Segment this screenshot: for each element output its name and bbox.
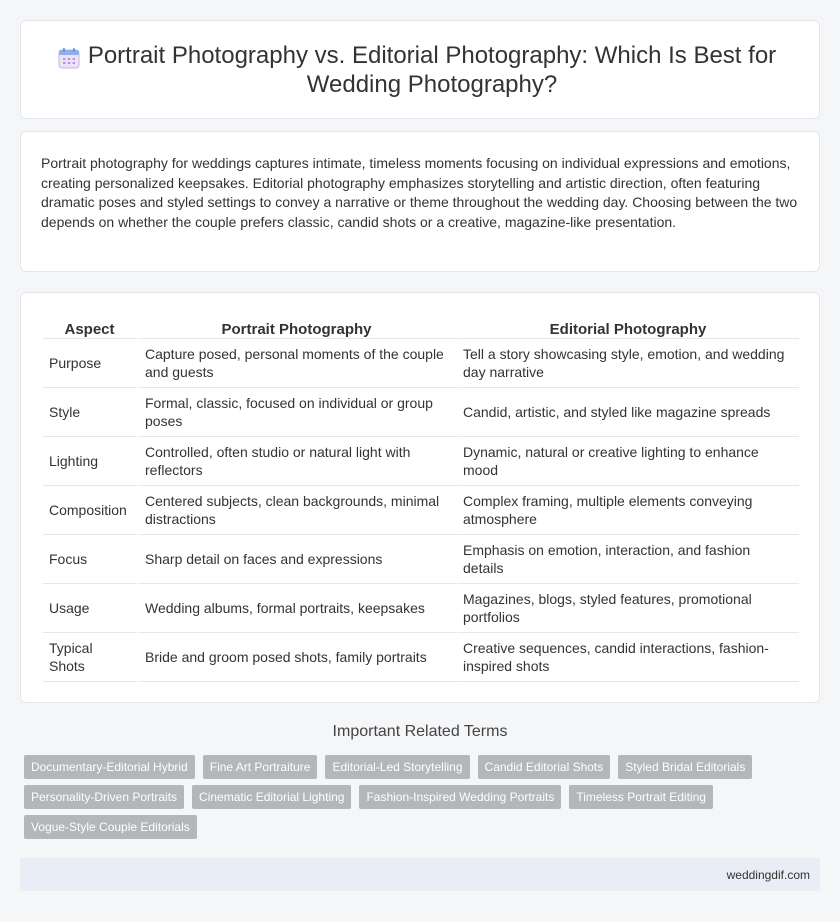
table-cell-portrait: Centered subjects, clean backgrounds, minimal distractions: [139, 486, 457, 535]
table-cell-editorial: Dynamic, natural or creative lighting to enhance mood: [457, 437, 799, 486]
table-cell-portrait: Bride and groom posed shots, family portraits: [139, 633, 457, 682]
comparison-table-card: [20, 292, 820, 703]
page-title: Portrait Photography vs. Editorial Photography: Which Is Best for Wedding Photography?: [87, 41, 777, 98]
related-term-tag[interactable]: Documentary-Editorial Hybrid: [24, 755, 195, 779]
table-cell-aspect: Lighting: [43, 437, 139, 486]
intro-card: [20, 131, 820, 272]
table-cell-editorial: Emphasis on emotion, interaction, and fashion details: [457, 535, 799, 584]
related-terms-title: Important Related Terms: [332, 723, 508, 740]
table-row: [43, 633, 799, 682]
table-row: [43, 388, 799, 437]
related-term-tag[interactable]: Fashion-Inspired Wedding Portraits: [359, 785, 561, 809]
table-header-row: [43, 317, 799, 339]
related-term-tag[interactable]: Candid Editorial Shots: [478, 755, 611, 779]
table-cell-editorial: Complex framing, multiple elements conveying atmosphere: [457, 486, 799, 535]
table-header-aspect: Aspect: [43, 317, 139, 339]
table-cell-portrait: Controlled, often studio or natural light with reflectors: [139, 437, 457, 486]
related-term-tag[interactable]: Timeless Portrait Editing: [569, 785, 713, 809]
comparison-table: [43, 317, 799, 682]
table-row: [43, 339, 799, 388]
table-cell-portrait: Wedding albums, formal portraits, keepsakes: [139, 584, 457, 633]
related-term-tag[interactable]: Cinematic Editorial Lighting: [192, 785, 351, 809]
related-term-tag[interactable]: Fine Art Portraiture: [203, 755, 318, 779]
table-cell-editorial: Magazines, blogs, styled features, promotional portfolios: [457, 584, 799, 633]
table-row: [43, 437, 799, 486]
table-row: [43, 535, 799, 584]
intro-text: Portrait photography for weddings captures intimate, timeless moments focusing on individual expressions and emotions, creating personalized keepsakes. Editorial photography emphasizes storytelling and artistic direction, often featuring dramatic poses and styled settings to convey a narrative or theme throughout the wedding day. Choosing between the two depends on whether the couple prefers classic, candid shots or a creative, magazine-like presentation.: [41, 155, 798, 230]
table-cell-portrait: Capture posed, personal moments of the couple and guests: [139, 339, 457, 388]
table-cell-editorial: Creative sequences, candid interactions, fashion-inspired shots: [457, 633, 799, 682]
table-cell-aspect: Style: [43, 388, 139, 437]
related-term-tag[interactable]: Styled Bridal Editorials: [618, 755, 752, 779]
related-term-tag[interactable]: Vogue-Style Couple Editorials: [24, 815, 197, 839]
related-term-tag[interactable]: Personality-Driven Portraits: [24, 785, 184, 809]
table-header-portrait: Portrait Photography: [139, 317, 457, 339]
related-term-tag[interactable]: Editorial-Led Storytelling: [325, 755, 469, 779]
table-cell-aspect: Purpose: [43, 339, 139, 388]
table-cell-aspect: Focus: [43, 535, 139, 584]
table-cell-aspect: Usage: [43, 584, 139, 633]
footer-site-link[interactable]: weddingdif.com: [726, 867, 810, 882]
table-cell-portrait: Formal, classic, focused on individual or group poses: [139, 388, 457, 437]
table-row: [43, 486, 799, 535]
related-terms-list: [24, 755, 784, 839]
table-cell-editorial: Candid, artistic, and styled like magazine spreads: [457, 388, 799, 437]
footer: [20, 858, 820, 891]
table-cell-aspect: Typical Shots: [43, 633, 139, 682]
table-cell-portrait: Sharp detail on faces and expressions: [139, 535, 457, 584]
table-header-editorial: Editorial Photography: [457, 317, 799, 339]
table-row: [43, 584, 799, 633]
header-card: [20, 20, 820, 119]
table-cell-aspect: Composition: [43, 486, 139, 535]
table-cell-editorial: Tell a story showcasing style, emotion, and wedding day narrative: [457, 339, 799, 388]
